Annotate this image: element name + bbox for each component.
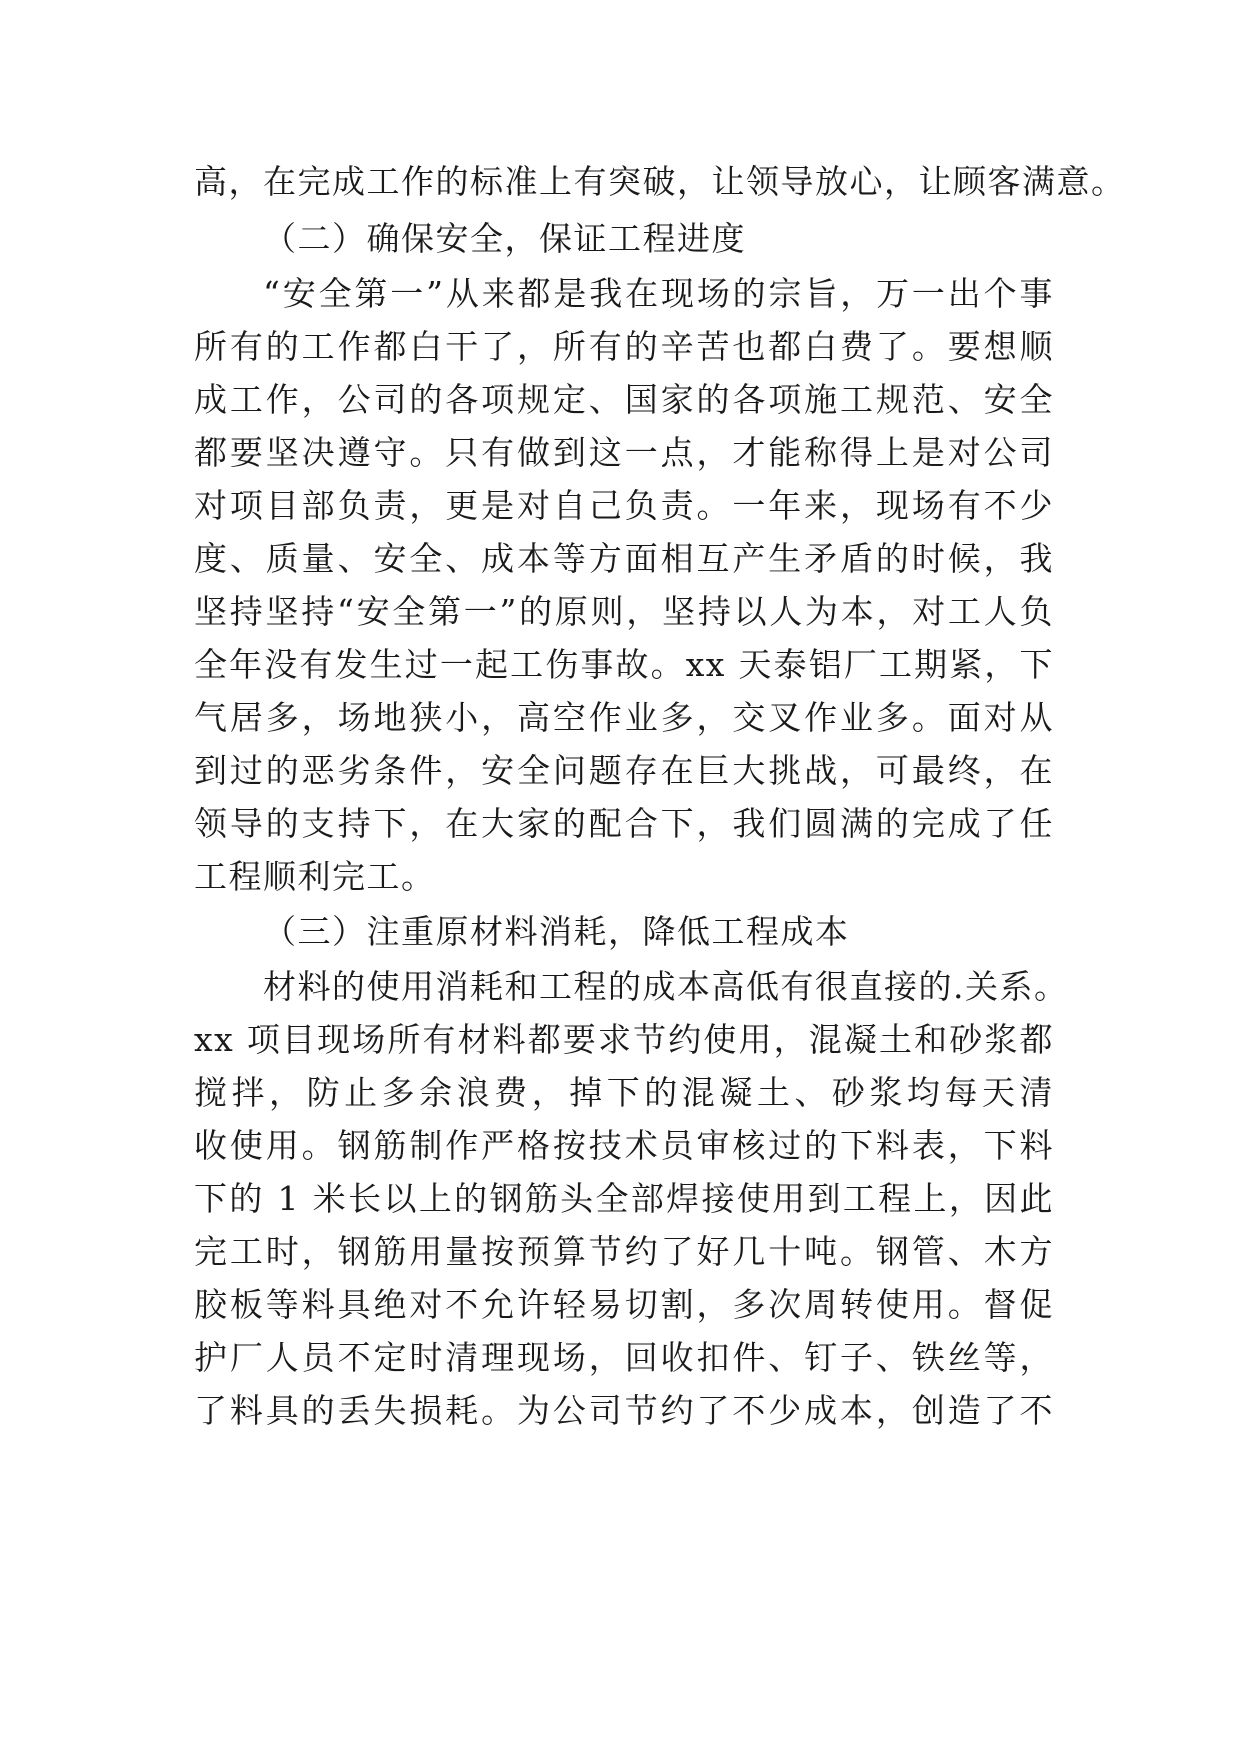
body-line-11: 气居多，场地狭小，高空作业多，交叉作业多。面对从 — [194, 698, 1054, 737]
body-line-14: 工程顺利完工。 — [194, 857, 436, 896]
body-line-21: 完工时，钢筋用量按预算节约了好几十吨。钢管、木方 — [194, 1232, 1054, 1271]
body-line-17: xx 项目现场所有材料都要求节约使用，混凝土和砂浆都 — [194, 1020, 1054, 1059]
body-line-8: 度、质量、安全、成本等方面相互产生矛盾的时候，我 — [194, 539, 1054, 578]
body-line-13: 领导的支持下，在大家的配合下，我们圆满的完成了任 — [194, 804, 1054, 843]
body-line-5: 成工作，公司的各项规定、国家的各项施工规范、安全 — [194, 380, 1054, 419]
body-line-6: 都要坚决遵守。只有做到这一点，才能称得上是对公司 — [194, 433, 1054, 472]
body-line-22: 胶板等料具绝对不允许轻易切割，多次周转使用。督促 — [194, 1285, 1054, 1324]
body-line-4: 所有的工作都白干了，所有的辛苦也都白费了。要想顺 — [194, 327, 1054, 366]
body-line-9: 坚持坚持“安全第一”的原则，坚持以人为本，对工人负 — [194, 592, 1054, 631]
body-line-24: 了料具的丢失损耗。为公司节约了不少成本，创造了不 — [194, 1391, 1054, 1430]
body-line-3: “安全第一”从来都是我在现场的宗旨，万一出个事 — [263, 274, 1054, 313]
body-line-16: 材料的使用消耗和工程的成本高低有很直接的.关系。 — [263, 967, 1069, 1006]
body-line-20: 下的 1 米长以上的钢筋头全部焊接使用到工程上，因此 — [194, 1179, 1054, 1218]
body-line-10: 全年没有发生过一起工伤事故。xx 天泰铝厂工期紧，下 — [194, 645, 1054, 684]
body-line-1: 高，在完成工作的标准上有突破，让领导放心，让顾客满意。 — [194, 162, 1126, 201]
body-line-7: 对项目部负责，更是对自己负责。一年来，现场有不少 — [194, 486, 1054, 525]
section-heading-3: （三）注重原材料消耗，降低工程成本 — [263, 912, 850, 951]
section-heading-2: （二）确保安全，保证工程进度 — [263, 219, 746, 258]
body-line-19: 收使用。钢筋制作严格按技术员审核过的下料表，下料 — [194, 1126, 1054, 1165]
body-line-18: 搅拌，防止多余浪费，掉下的混凝土、砂浆均每天清 — [194, 1073, 1054, 1112]
body-line-12: 到过的恶劣条件，安全问题存在巨大挑战，可最终，在 — [194, 751, 1054, 790]
body-line-23: 护厂人员不定时清理现场，回收扣件、钉子、铁丝等， — [194, 1338, 1054, 1377]
